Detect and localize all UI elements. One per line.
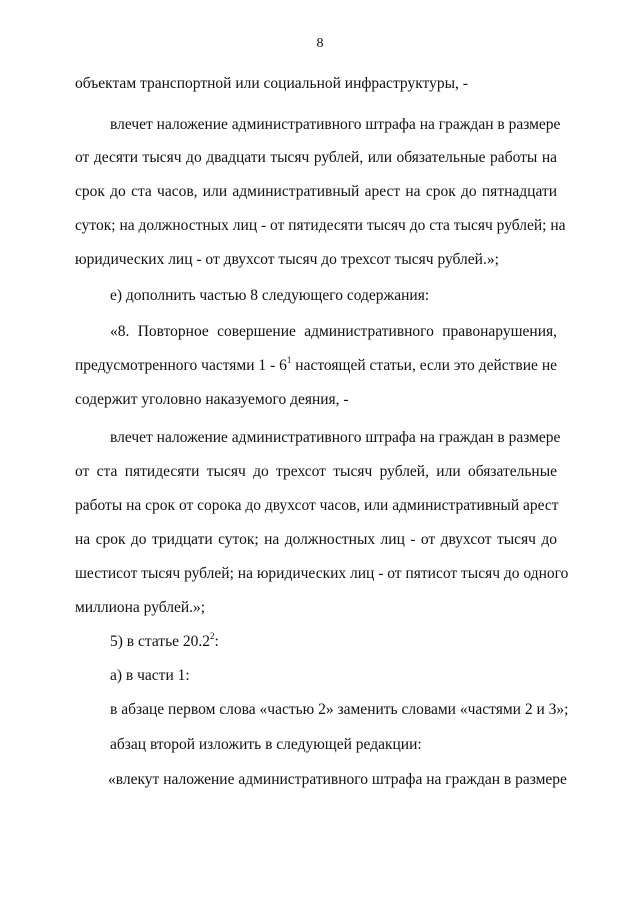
text-line: миллиона рублей.»; xyxy=(75,599,206,616)
text-fragment: 5) в статье 20.2 xyxy=(110,633,211,650)
text-line: объектам транспортной или социальной инфраструктуры, - xyxy=(75,75,468,92)
text-line: абзац второй изложить в следующей редакции: xyxy=(110,736,422,753)
page-number: 8 xyxy=(316,36,324,51)
text-line: влечет наложение административного штрафа на граждан в размере xyxy=(110,116,561,133)
text-line: «8. Повторное совершение административного правонарушения, xyxy=(110,323,557,340)
text-line: «влекут наложение административного штрафа на граждан в размере xyxy=(108,771,567,788)
text-line: срок до ста часов, или административный арест на срок до пятнадцати xyxy=(75,183,557,200)
text-line: работы на срок от сорока до двухсот часов, или административный арест xyxy=(75,497,559,514)
text-line: шестисот тысяч рублей; на юридических лиц - от пятисот тысяч до одного xyxy=(75,565,569,582)
text-line: е) дополнить частью 8 следующего содержания: xyxy=(110,287,430,304)
superscript: 2 xyxy=(210,631,215,641)
text-line: суток; на должностных лиц - от пятидесяти тысяч до ста тысяч рублей; на xyxy=(75,217,566,234)
text-fragment: : xyxy=(214,633,219,650)
text-line: а) в части 1: xyxy=(110,667,190,684)
text-line xyxy=(75,356,557,376)
text-fragment: настоящей статьи, если это действие не xyxy=(291,357,557,374)
text-line: юридических лиц - от двухсот тысяч до трехсот тысяч рублей.»; xyxy=(75,251,499,268)
text-line: содержит уголовно наказуемого деяния, - xyxy=(75,391,349,408)
text-line: влечет наложение административного штрафа на граждан в размере xyxy=(110,429,561,446)
text-line: от десяти тысяч до двадцати тысяч рублей, или обязательные работы на xyxy=(75,149,557,166)
text-line: на срок до тридцати суток; на должностных лиц - от двухсот тысяч до xyxy=(75,531,557,548)
text-line: в абзаце первом слова «частью 2» заменить словами «частями 2 и 3»; xyxy=(110,701,569,718)
text-line xyxy=(110,632,557,652)
text-line: от ста пятидесяти тысяч до трехсот тысяч рублей, или обязательные xyxy=(75,463,557,480)
text-fragment: предусмотренного частями 1 - 6 xyxy=(75,357,287,374)
superscript: 1 xyxy=(286,355,292,365)
